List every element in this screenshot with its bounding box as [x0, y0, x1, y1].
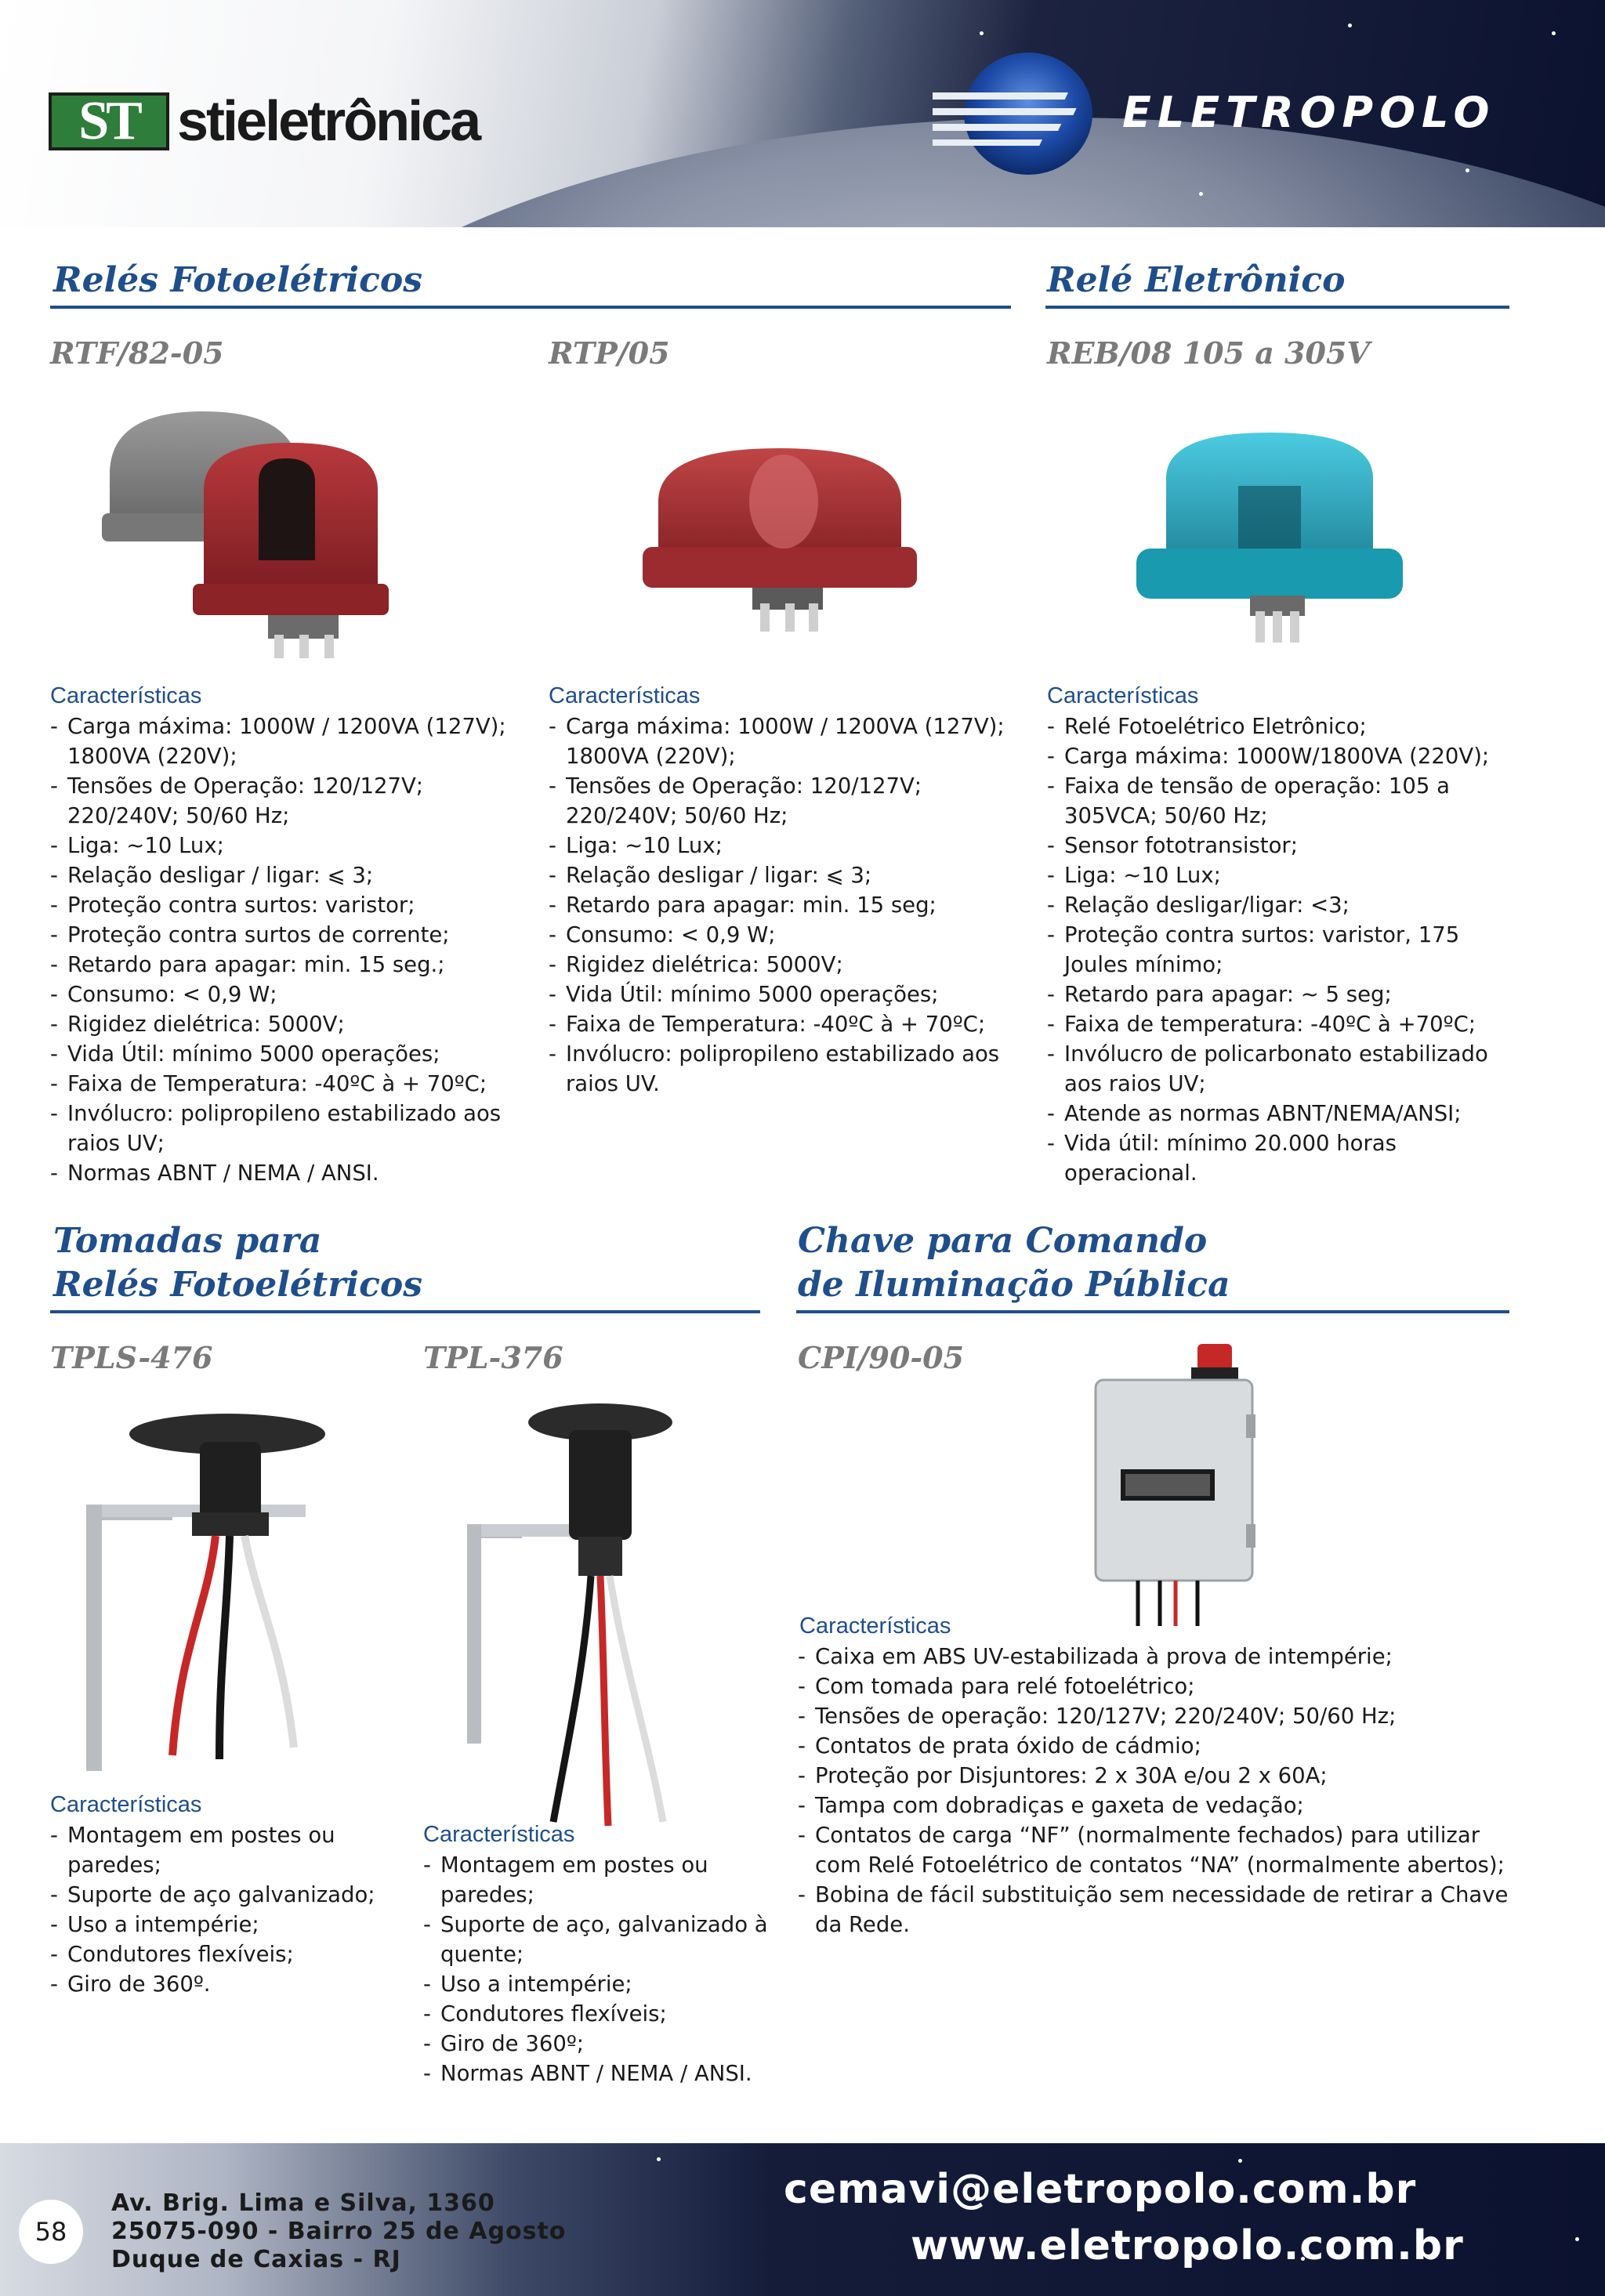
list-item: - Uso a intempérie; — [50, 1912, 259, 1937]
relay-rtp-05-image — [635, 439, 925, 643]
list-item: - Suporte de aço, galvanizado à quente; — [423, 1912, 768, 1967]
list-item: - Bobina de fácil substituição sem necessidade de retirar a Chave da Rede. — [798, 1882, 1509, 1937]
star-dot — [1575, 2237, 1579, 2241]
socket-tpls-476-image — [71, 1411, 353, 1771]
list-item: - Proteção contra surtos: varistor; — [50, 893, 415, 918]
st-logo-name: stieletrônica — [177, 90, 480, 153]
list-item: - Montagem em postes ou paredes; — [423, 1852, 708, 1907]
list-item: - Proteção contra surtos: varistor, 175 Joules mínimo; — [1047, 922, 1460, 977]
list-item: - Invólucro: polipropileno estabilizado aos raios UV. — [549, 1041, 1000, 1096]
list-item: - Retardo para apagar: ~ 5 seg; — [1047, 982, 1392, 1007]
address-line: Duque de Caxias - RJ — [111, 2246, 401, 2273]
list-item: - Liga: ~10 Lux; — [50, 833, 224, 858]
page-number: 58 — [19, 2200, 83, 2264]
spec-list-rtp-05 — [549, 712, 1019, 1099]
section-title-line: Chave para Comando — [798, 1221, 1208, 1261]
characteristics-heading: Características — [423, 1822, 575, 1847]
list-item: - Giro de 360º; — [423, 2031, 585, 2056]
list-item: - Contatos de carga “NF” (normalmente fechados) para utilizar com Relé Fotoelétrico de contatos “NA” (normalmente abertos); — [798, 1823, 1505, 1878]
list-item: - Vida Útil: mínimo 5000 operações; — [50, 1041, 440, 1067]
section-title-line: Tomadas para — [53, 1221, 322, 1261]
address-line: 25075-090 - Bairro 25 de Agosto — [111, 2218, 567, 2245]
characteristics-heading: Características — [799, 1613, 951, 1639]
list-item: - Vida útil: mínimo 20.000 horas operacional. — [1047, 1131, 1397, 1186]
spec-list-cpi-90-05 — [798, 1642, 1511, 1939]
list-item: - Atende as normas ABNT/NEMA/ANSI; — [1047, 1101, 1462, 1126]
list-item: - Giro de 360º. — [50, 1972, 211, 1997]
model-reb-08: REB/08 105 a 305V — [1047, 335, 1370, 371]
list-item: - Consumo: < 0,9 W; — [50, 982, 277, 1007]
star-dot — [657, 2157, 661, 2161]
list-item: - Sensor fototransistor; — [1047, 833, 1298, 858]
list-item: - Uso a intempérie; — [423, 1972, 632, 1997]
section-rule — [796, 1310, 1509, 1313]
list-item: - Com tomada para relé fotoelétrico; — [798, 1674, 1195, 1699]
section-title-chave — [798, 1219, 1230, 1307]
list-item: - Relação desligar / ligar: ⩽ 3; — [549, 863, 872, 888]
eletropolo-logo-name: ELETROPOLO — [1122, 88, 1496, 137]
stieletronica-logo — [49, 89, 479, 154]
list-item: - Caixa em ABS UV-estabilizada à prova de intempérie; — [798, 1644, 1393, 1669]
list-item: - Rigidez dielétrica: 5000V; — [549, 952, 843, 977]
list-item: - Faixa de Temperatura: -40ºC à + 70ºC; — [549, 1012, 986, 1037]
list-item: - Invólucro de policarbonato estabilizado aos raios UV; — [1047, 1041, 1488, 1096]
list-item: - Faixa de Temperatura: -40ºC à + 70ºC; — [50, 1071, 487, 1096]
section-title-tomadas — [53, 1219, 422, 1307]
list-item: - Normas ABNT / NEMA / ANSI. — [423, 2061, 752, 2086]
list-item: - Tampa com dobradiças e gaxeta de vedação; — [798, 1793, 1304, 1818]
model-rtf-82-05: RTF/82-05 — [50, 335, 224, 371]
st-logo-mark: ST — [49, 92, 169, 150]
star-dot — [1552, 31, 1556, 35]
relay-rtf-82-05-image — [94, 396, 400, 666]
section-title-reles-fotoeletricos: Relés Fotoelétricos — [53, 260, 423, 300]
list-item: - Carga máxima: 1000W / 1200VA (127V); 1800VA (220V); — [549, 714, 1005, 769]
address-line: Av. Brig. Lima e Silva, 1360 — [111, 2189, 495, 2217]
section-rule — [50, 1310, 760, 1313]
list-item: - Proteção contra surtos de corrente; — [50, 922, 450, 947]
list-item: - Carga máxima: 1000W / 1200VA (127V); 1800VA (220V); — [50, 714, 506, 769]
list-item: - Relação desligar/ligar: <3; — [1047, 893, 1350, 918]
characteristics-heading: Características — [1047, 683, 1199, 708]
section-rule — [1045, 306, 1509, 309]
list-item: - Tensões de Operação: 120/127V; 220/240V; 50/60 Hz; — [549, 773, 922, 828]
list-item: - Faixa de temperatura: -40ºC à +70ºC; — [1047, 1012, 1476, 1037]
star-dot — [980, 31, 984, 35]
spec-list-tpl-376 — [423, 1850, 768, 2088]
section-rule — [50, 306, 1011, 309]
list-item: - Relação desligar / ligar: ⩽ 3; — [50, 863, 374, 888]
website-link[interactable]: www.eletropolo.com.br — [911, 2222, 1464, 2269]
switch-box-cpi-90-05-image — [1089, 1336, 1262, 1634]
model-rtp-05: RTP/05 — [549, 335, 670, 371]
section-title-line: de Iluminação Pública — [798, 1265, 1230, 1305]
list-item: - Consumo: < 0,9 W; — [549, 922, 776, 947]
characteristics-heading: Características — [50, 1792, 202, 1817]
list-item: - Normas ABNT / NEMA / ANSI. — [50, 1161, 379, 1186]
characteristics-heading: Características — [549, 683, 701, 708]
list-item: - Invólucro: polipropileno estabilizado aos raios UV; — [50, 1101, 502, 1156]
star-dot — [1348, 24, 1352, 27]
list-item: - Suporte de aço galvanizado; — [50, 1882, 375, 1907]
list-item: - Liga: ~10 Lux; — [549, 833, 723, 858]
list-item: - Contatos de prata óxido de cádmio; — [798, 1733, 1201, 1758]
star-dot — [1199, 192, 1203, 196]
section-title-line: Relés Fotoelétricos — [53, 1265, 423, 1305]
list-item: - Proteção por Disjuntores: 2 x 30A e/ou 2 x 60A; — [798, 1763, 1328, 1788]
list-item: - Montagem em postes ou paredes; — [50, 1823, 335, 1878]
model-tpls-476: TPLS-476 — [50, 1340, 213, 1375]
list-item: - Retardo para apagar: min. 15 seg.; — [50, 952, 445, 977]
company-address — [111, 2189, 566, 2274]
list-item: - Carga máxima: 1000W/1800VA (220V); — [1047, 744, 1490, 769]
model-tpl-376: TPL-376 — [423, 1340, 563, 1375]
spec-list-tpls-476 — [50, 1820, 395, 1999]
characteristics-heading: Características — [50, 683, 202, 708]
contact-email-link[interactable]: cemavi@eletropolo.com.br — [784, 2166, 1417, 2213]
list-item: - Vida Útil: mínimo 5000 operações; — [549, 982, 939, 1007]
list-item: - Faixa de tensão de operação: 105 a 305VCA; 50/60 Hz; — [1047, 773, 1451, 828]
section-title-rele-eletronico: Relé Eletrônico — [1047, 260, 1346, 300]
star-dot — [1238, 2159, 1242, 2163]
list-item: - Rigidez dielétrica: 5000V; — [50, 1012, 345, 1037]
list-item: - Retardo para apagar: min. 15 seg; — [549, 893, 937, 918]
spec-list-reb-08 — [1047, 712, 1517, 1188]
list-item: - Tensões de operação: 120/127V; 220/240V; 50/60 Hz; — [798, 1704, 1397, 1729]
list-item: - Tensões de Operação: 120/127V; 220/240V; 50/60 Hz; — [50, 773, 424, 828]
list-item: - Condutores flexíveis; — [423, 2001, 667, 2026]
model-cpi-90-05: CPI/90-05 — [798, 1340, 965, 1375]
socket-tpl-376-image — [459, 1399, 694, 1838]
spec-list-rtf-82-05 — [50, 712, 520, 1188]
list-item: - Condutores flexíveis; — [50, 1942, 294, 1967]
list-item: - Relé Fotoelétrico Eletrônico; — [1047, 714, 1367, 739]
list-item: - Liga: ~10 Lux; — [1047, 863, 1221, 888]
relay-reb-08-image — [1129, 423, 1411, 658]
